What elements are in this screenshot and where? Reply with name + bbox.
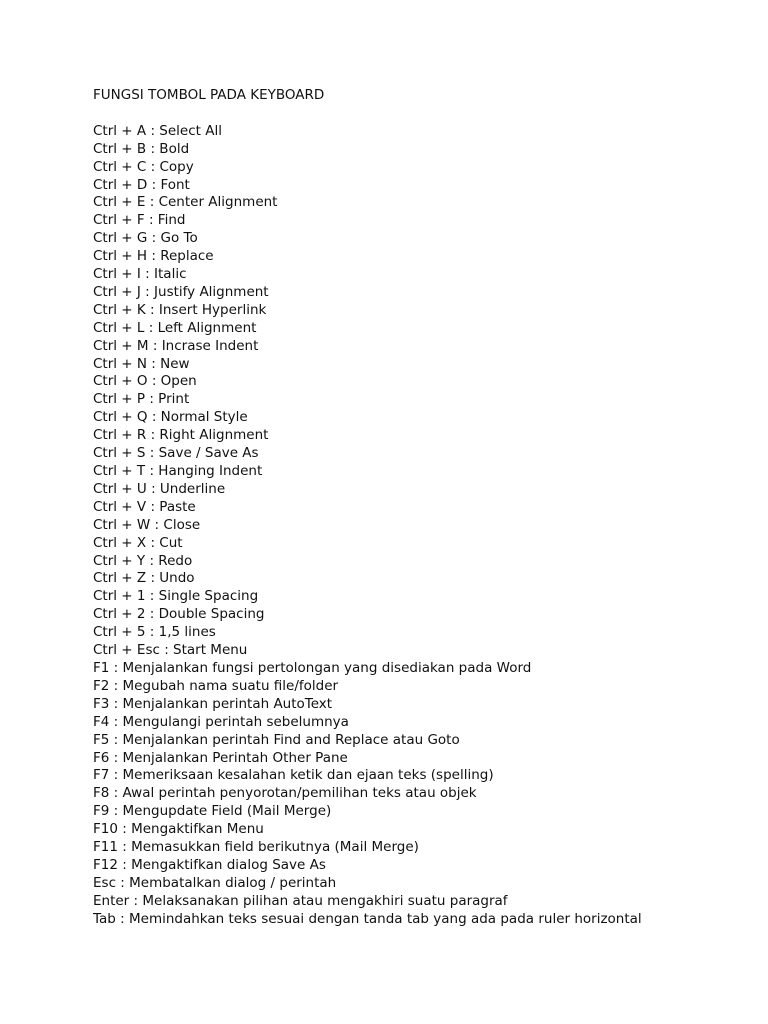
shortcut-line: Ctrl + Z : Undo: [93, 570, 195, 587]
shortcut-line: Ctrl + S : Save / Save As: [93, 445, 259, 462]
shortcut-line: F7 : Memeriksaan kesalahan ketik dan ejaan teks (spelling): [93, 767, 494, 784]
shortcut-line: Enter : Melaksanakan pilihan atau mengakhiri suatu paragraf: [93, 892, 508, 909]
shortcut-line: F4 : Mengulangi perintah sebelumnya: [93, 713, 349, 730]
shortcut-line: Ctrl + C : Copy: [93, 158, 194, 175]
shortcut-line: Ctrl + G : Go To: [93, 230, 198, 247]
shortcut-line: Ctrl + L : Left Alignment: [93, 319, 257, 336]
shortcut-line: Ctrl + E : Center Alignment: [93, 194, 278, 211]
shortcut-line: Ctrl + X : Cut: [93, 534, 183, 551]
shortcut-line: Ctrl + M : Incrase Indent: [93, 337, 259, 354]
shortcut-line: Ctrl + Q : Normal Style: [93, 409, 248, 426]
keyboard-shortcut-list: [93, 123, 753, 929]
shortcut-line: Ctrl + R : Right Alignment: [93, 427, 269, 444]
shortcut-line: Ctrl + 1 : Single Spacing: [93, 588, 259, 605]
shortcut-line: F3 : Menjalankan perintah AutoText: [93, 695, 333, 712]
shortcut-line: Ctrl + P : Print: [93, 391, 190, 408]
shortcut-line: Ctrl + K : Insert Hyperlink: [93, 301, 267, 318]
shortcut-line: F12 : Mengaktifkan dialog Save As: [93, 856, 326, 873]
shortcut-line: Ctrl + T : Hanging Indent: [93, 463, 263, 480]
shortcut-line: F10 : Mengaktifkan Menu: [93, 821, 264, 838]
shortcut-line: F6 : Menjalankan Perintah Other Pane: [93, 749, 348, 766]
shortcut-line: Ctrl + F : Find: [93, 212, 186, 229]
shortcut-line: Ctrl + 5 : 1,5 lines: [93, 624, 216, 641]
shortcut-line: Ctrl + Y : Redo: [93, 552, 193, 569]
shortcut-line: Ctrl + W : Close: [93, 516, 201, 533]
shortcut-line: Ctrl + J : Justify Alignment: [93, 283, 269, 300]
document-content: [93, 87, 753, 929]
shortcut-line: Ctrl + Esc : Start Menu: [93, 642, 248, 659]
shortcut-line: F8 : Awal perintah penyorotan/pemilihan teks atau objek: [93, 785, 477, 802]
shortcut-line: Ctrl + O : Open: [93, 373, 197, 390]
shortcut-line: Ctrl + V : Paste: [93, 498, 196, 515]
shortcut-line: Ctrl + U : Underline: [93, 480, 226, 497]
shortcut-line: Ctrl + 2 : Double Spacing: [93, 606, 265, 623]
shortcut-line: Esc : Membatalkan dialog / perintah: [93, 874, 337, 891]
shortcut-line: F9 : Mengupdate Field (Mail Merge): [93, 803, 332, 820]
shortcut-line: F2 : Megubah nama suatu file/folder: [93, 677, 339, 694]
shortcut-line: Tab : Memindahkan teks sesuai dengan tanda tab yang ada pada ruler horizontal: [93, 910, 642, 927]
shortcut-line: F5 : Menjalankan perintah Find and Replace atau Goto: [93, 731, 460, 748]
shortcut-line: Ctrl + D : Font: [93, 176, 190, 193]
blank-line: [93, 105, 753, 123]
shortcut-line: Ctrl + I : Italic: [93, 266, 187, 283]
document-title: FUNGSI TOMBOL PADA KEYBOARD: [93, 87, 325, 103]
shortcut-line: Ctrl + B : Bold: [93, 140, 190, 157]
shortcut-line: F11 : Memasukkan field berikutnya (Mail Merge): [93, 839, 419, 856]
shortcut-line: F1 : Menjalankan fungsi pertolongan yang disediakan pada Word: [93, 659, 532, 676]
shortcut-line: Ctrl + H : Replace: [93, 248, 214, 265]
shortcut-line: Ctrl + N : New: [93, 355, 190, 372]
shortcut-line: Ctrl + A : Select All: [93, 122, 222, 139]
